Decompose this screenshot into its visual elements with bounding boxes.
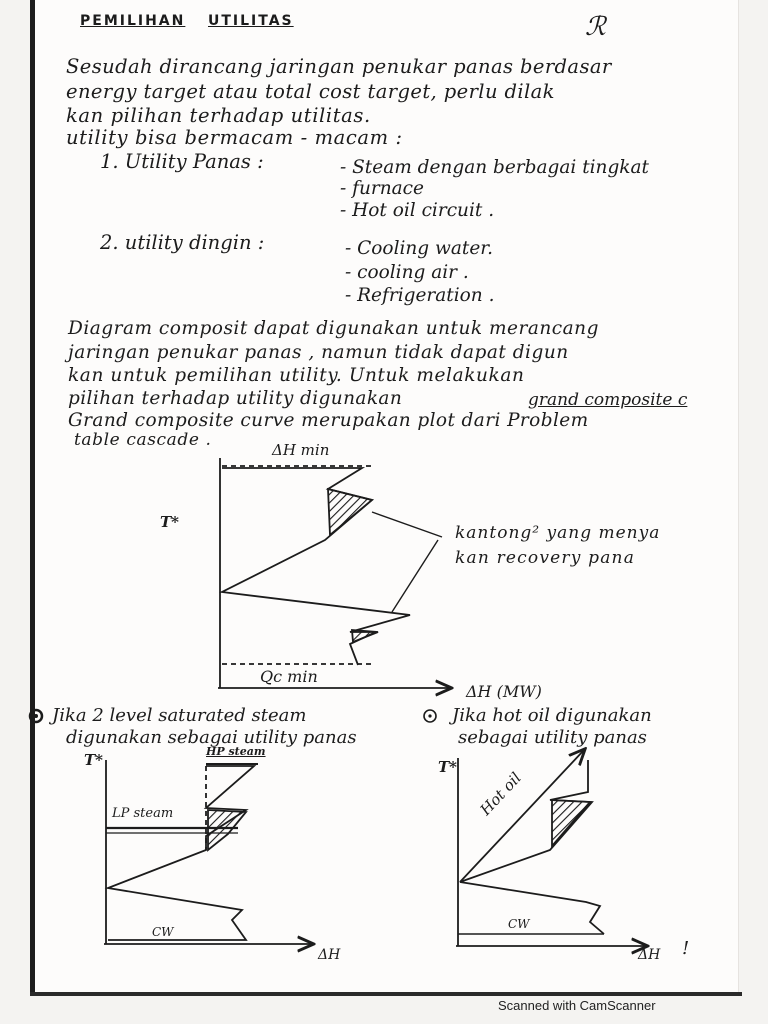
scanner-footer: Scanned with CamScanner bbox=[498, 998, 656, 1013]
gcc-main-x-label: ΔH (MW) bbox=[466, 682, 542, 701]
corner-mark: ℛ bbox=[585, 12, 606, 42]
bullet-b-oil-label: Hot oil bbox=[476, 768, 525, 819]
cold-utility-cooling-air: - cooling air . bbox=[345, 262, 469, 283]
hot-utility-hot-oil: - Hot oil circuit . bbox=[340, 200, 495, 221]
bullet-a-x-label: ΔH bbox=[318, 947, 341, 963]
para2-line-3: kan untuk pemilihan utility. Untuk melakukan bbox=[68, 365, 525, 386]
bullet-b-line-1: Jika hot oil digunakan bbox=[452, 705, 652, 726]
bullet-a-line-2: digunakan sebagai utility panas bbox=[66, 727, 357, 748]
bullet-a-y-label: T* bbox=[84, 751, 104, 769]
gcc-hotoil-pocket bbox=[552, 800, 590, 846]
gcc-main-annotation-2: kan recovery pana bbox=[455, 548, 636, 568]
text-line-4: utility bisa bermacam - macam : bbox=[66, 126, 403, 149]
text-line-3: kan pilihan terhadap utilitas. bbox=[66, 104, 371, 127]
para2-line-1: Diagram composit dapat digunakan untuk merancang bbox=[68, 318, 599, 339]
hot-utility-steam: - Steam dengan berbagai tingkat bbox=[340, 157, 649, 178]
gcc-hotoil-curve bbox=[460, 760, 604, 934]
cold-utility-refrigeration: - Refrigeration . bbox=[345, 285, 495, 306]
bullet-b-cw-label: CW bbox=[508, 917, 530, 931]
bullet-b-line-2: sebagai utility panas bbox=[458, 727, 647, 748]
gcc-steam-pocket bbox=[208, 810, 246, 850]
text-line-2: energy target atau total cost target, perlu dilak bbox=[66, 80, 555, 103]
bullet-a-line-1: Jika 2 level saturated steam bbox=[52, 705, 307, 726]
gcc-main-y-label: T* bbox=[160, 513, 180, 531]
gcc-main-bottom-label: Qc min bbox=[260, 667, 318, 686]
hot-utility-heading: 1. Utility Panas : bbox=[100, 150, 264, 173]
gcc-hotoil-diagram bbox=[456, 750, 646, 946]
bullet-a-dot bbox=[34, 714, 38, 718]
title-part1: PEMILIHAN bbox=[80, 13, 186, 29]
bullet-a-cw-label: CW bbox=[152, 925, 174, 939]
title-part2: UTILITAS bbox=[208, 13, 294, 29]
gcc-main-pointer-2 bbox=[392, 540, 438, 612]
para2-line-4a: pilihan terhadap utility digunakan bbox=[68, 388, 403, 409]
para2-line-5: Grand composite curve merupakan plot dari Problem bbox=[68, 410, 589, 431]
gcc-steam-curve bbox=[108, 766, 254, 940]
bullet-b-dot bbox=[428, 714, 431, 717]
para2-line-2: jaringan penukar panas , namun tidak dapat digun bbox=[68, 342, 569, 363]
bullet-b-x-label: ΔH bbox=[638, 947, 661, 963]
gcc-main-pointer bbox=[372, 512, 442, 537]
gcc-main-pocket-lower bbox=[352, 630, 378, 642]
text-line-1: Sesudah dirancang jaringan penukar panas berdasar bbox=[66, 55, 612, 78]
bullet-b-mark: ! bbox=[682, 938, 690, 959]
cold-utility-heading: 2. utility dingin : bbox=[100, 231, 265, 254]
hot-utility-furnace: - furnace bbox=[340, 178, 424, 199]
gcc-main-diagram bbox=[218, 458, 450, 688]
para2-line-6: table cascade . bbox=[74, 430, 212, 450]
bullet-a-hp-label: HP steam bbox=[206, 745, 266, 758]
para2-line-4b: grand composite c bbox=[528, 390, 688, 410]
cold-utility-cooling-water: - Cooling water. bbox=[345, 238, 493, 259]
gcc-main-pocket-upper bbox=[328, 489, 372, 535]
bullet-a-lp-label: LP steam bbox=[112, 806, 174, 821]
bullet-b-y-label: T* bbox=[438, 758, 458, 776]
gcc-main-curve bbox=[222, 468, 410, 665]
gcc-main-top-label: ΔH min bbox=[272, 441, 330, 459]
gcc-steam-diagram bbox=[104, 760, 312, 944]
gcc-main-annotation-1: kantong² yang menya bbox=[455, 523, 661, 543]
